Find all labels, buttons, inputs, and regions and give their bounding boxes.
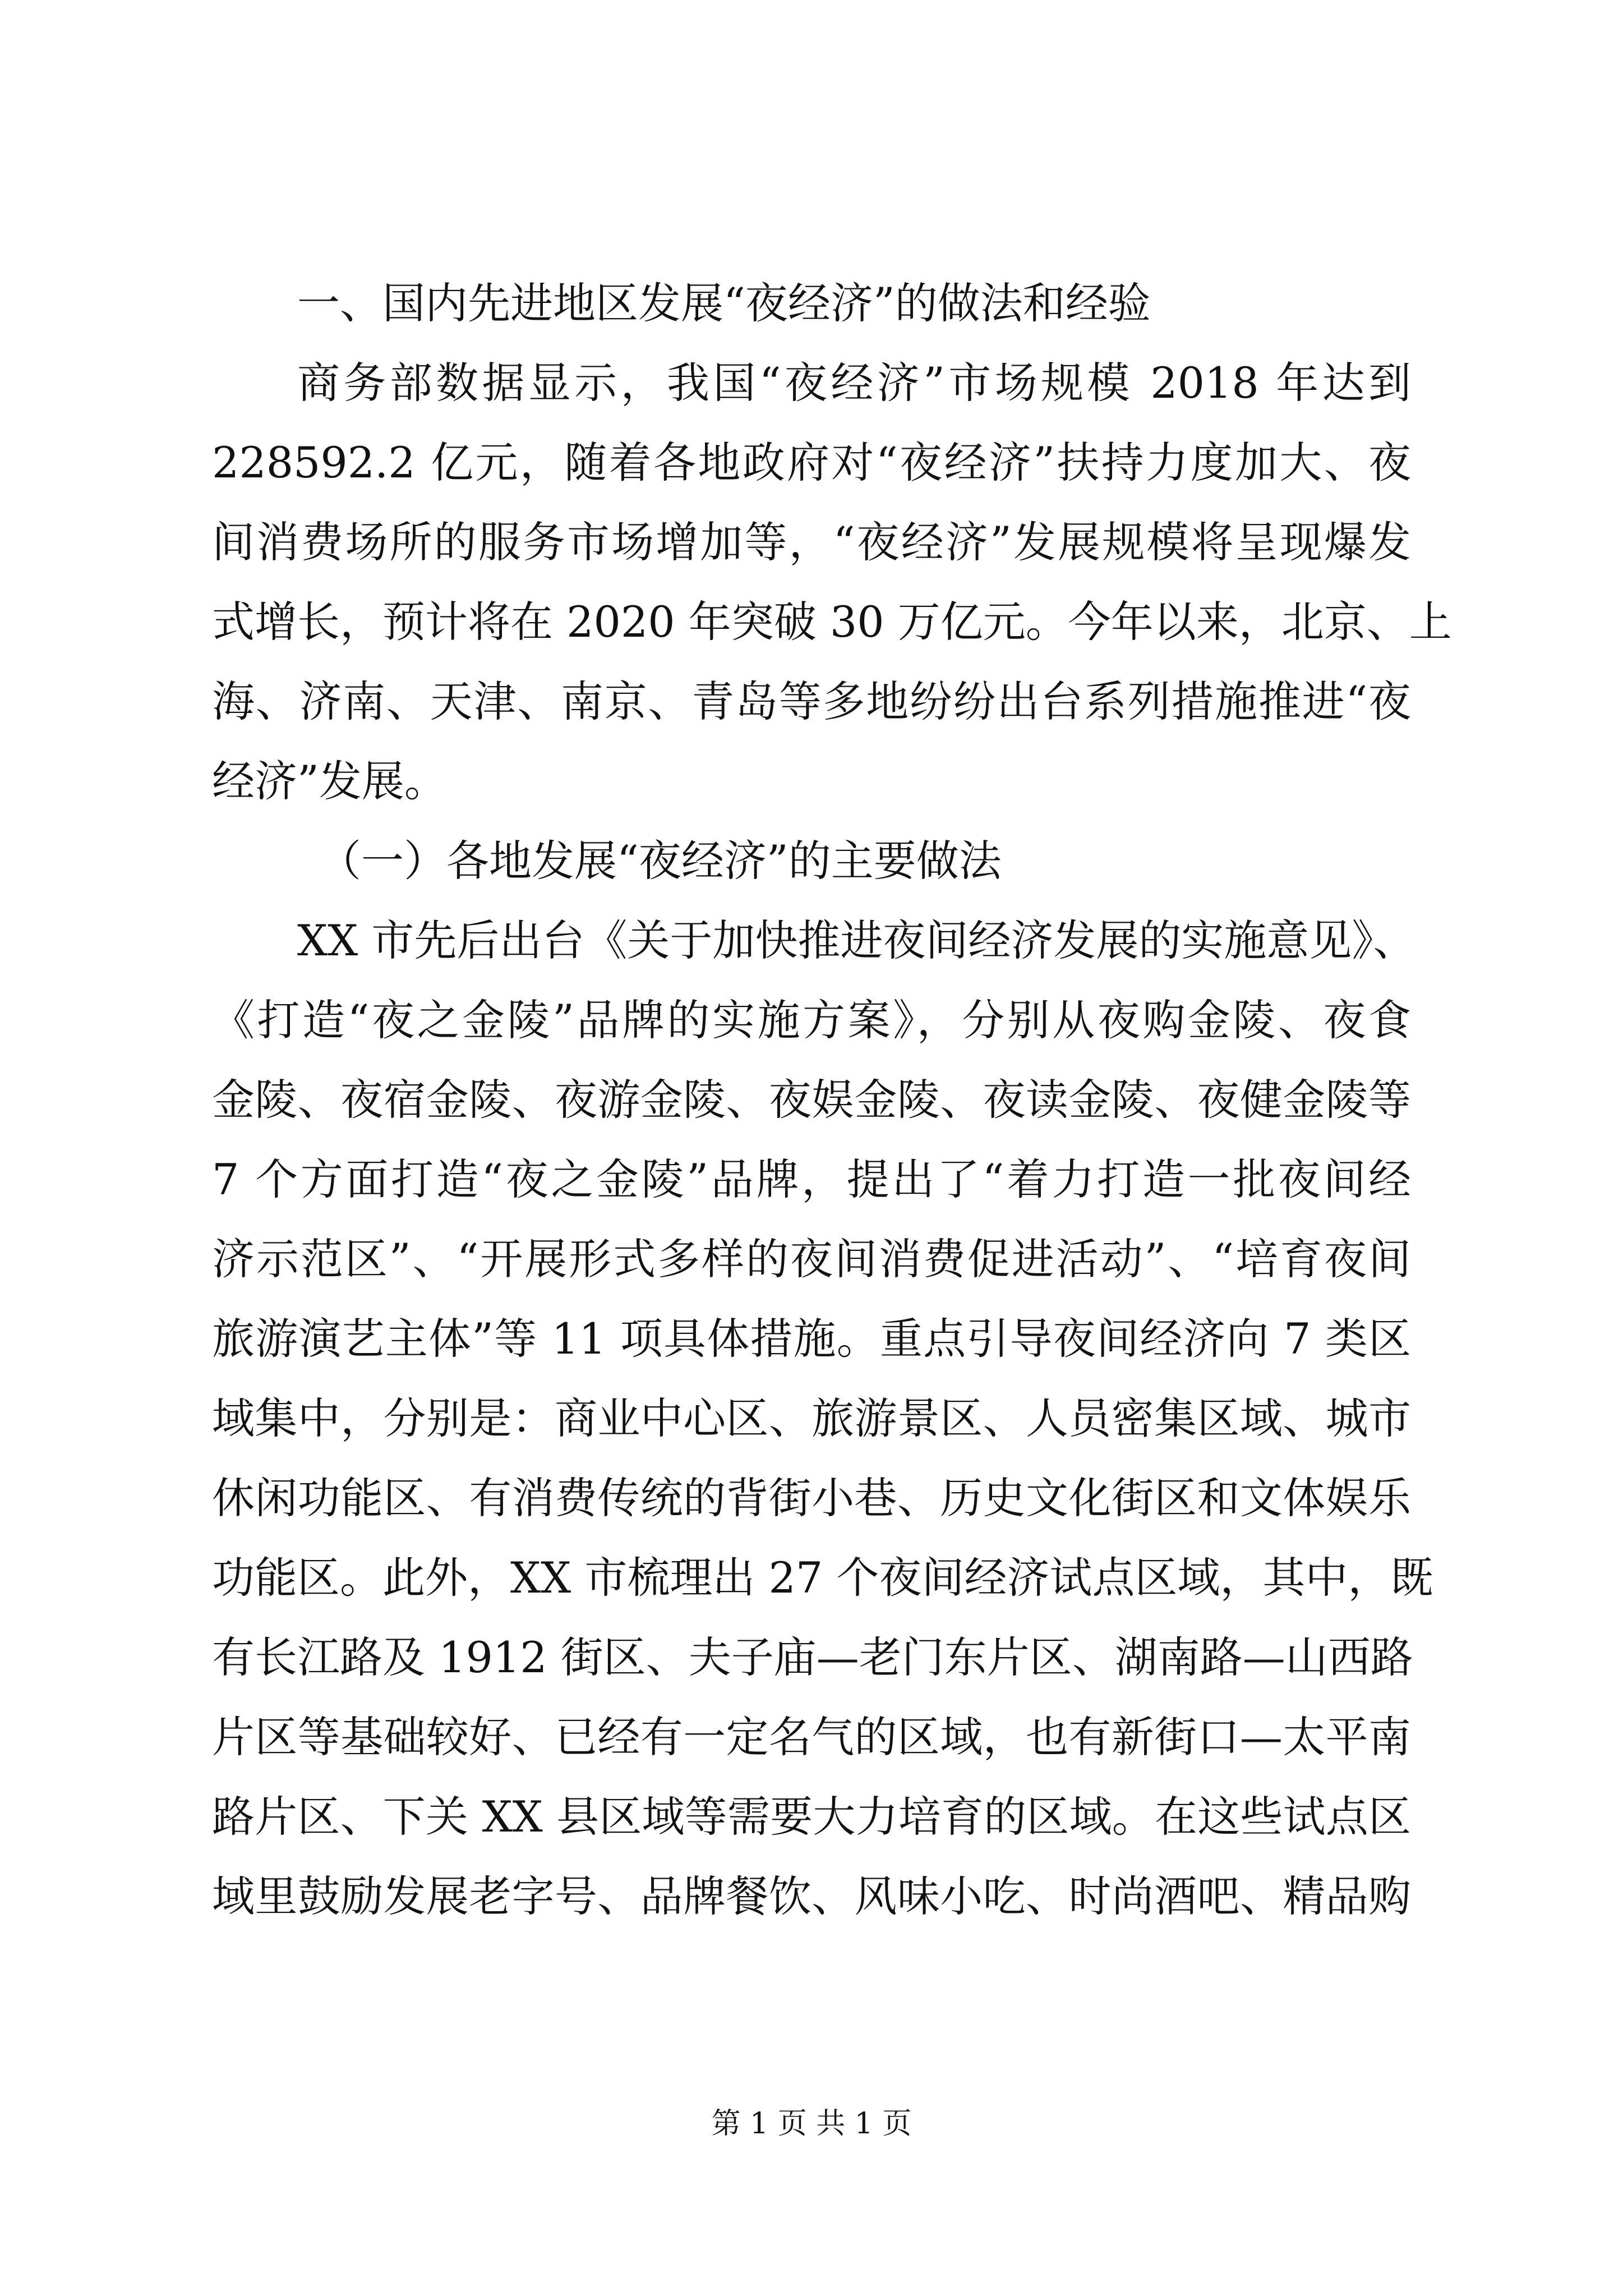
paragraph-line: 7 个方面打造“夜之金陵”品牌，提出了“着力打造一批夜间经	[212, 1154, 1411, 1204]
paragraph-line: 片区等基础较好、已经有一定名气的区域，也有新街口—太平南	[212, 1712, 1411, 1762]
paragraph-line: 228592.2 亿元，随着各地政府对“夜经济”扶持力度加大、夜	[212, 438, 1411, 487]
paragraph-line: 经济”发展。	[212, 756, 447, 806]
paragraph-line: 间消费场所的服务市场增加等，“夜经济”发展规模将呈现爆发	[212, 517, 1411, 567]
subsection-heading: （一）各地发展“夜经济”的主要做法	[319, 836, 1002, 886]
paragraph-line: 商务部数据显示，我国“夜经济”市场规模 2018 年达到	[297, 358, 1411, 408]
paragraph-line: 海、济南、天津、南京、青岛等多地纷纷出台系列措施推进“夜	[212, 677, 1411, 726]
paragraph-line: 域集中，分别是：商业中心区、旅游景区、人员密集区域、城市	[212, 1393, 1411, 1443]
paragraph-line: 休闲功能区、有消费传统的背街小巷、历史文化街区和文体娱乐	[212, 1473, 1411, 1523]
paragraph-line: 《打造“夜之金陵”品牌的实施方案》，分别从夜购金陵、夜食	[212, 995, 1411, 1045]
paragraph-line: 旅游演艺主体”等 11 项具体措施。重点引导夜间经济向 7 类区	[212, 1314, 1411, 1364]
paragraph-market-scale	[212, 343, 1452, 821]
paragraph-line: XX 市先后出台《关于加快推进夜间经济发展的实施意见》、	[297, 915, 1416, 965]
paragraph-line: 功能区。此外，XX 市梳理出 27 个夜间经济试点区域，其中，既	[212, 1553, 1433, 1603]
paragraph-line: 有长江路及 1912 街区、夫子庙—老门东片区、湖南路—山西路	[212, 1632, 1413, 1682]
paragraph-line: 路片区、下关 XX 县区域等需要大力培育的区域。在这些试点区	[212, 1792, 1411, 1842]
document-body	[212, 264, 1452, 1936]
paragraph-line: 济示范区”、“开展形式多样的夜间消费促进活动”、“培育夜间	[212, 1234, 1411, 1284]
paragraph-line: 金陵、夜宿金陵、夜游金陵、夜娱金陵、夜读金陵、夜健金陵等	[212, 1075, 1411, 1125]
section-heading: 一、国内先进地区发展“夜经济”的做法和经验	[297, 278, 1151, 328]
page-footer: 第 1 页 共 1 页	[711, 2107, 912, 2141]
paragraph-line: 域里鼓励发展老字号、品牌餐饮、风味小吃、时尚酒吧、精品购	[212, 1871, 1411, 1921]
paragraph-local-practices	[212, 901, 1433, 1936]
paragraph-line: 式增长，预计将在 2020 年突破 30 万亿元。今年以来，北京、上	[212, 597, 1452, 647]
